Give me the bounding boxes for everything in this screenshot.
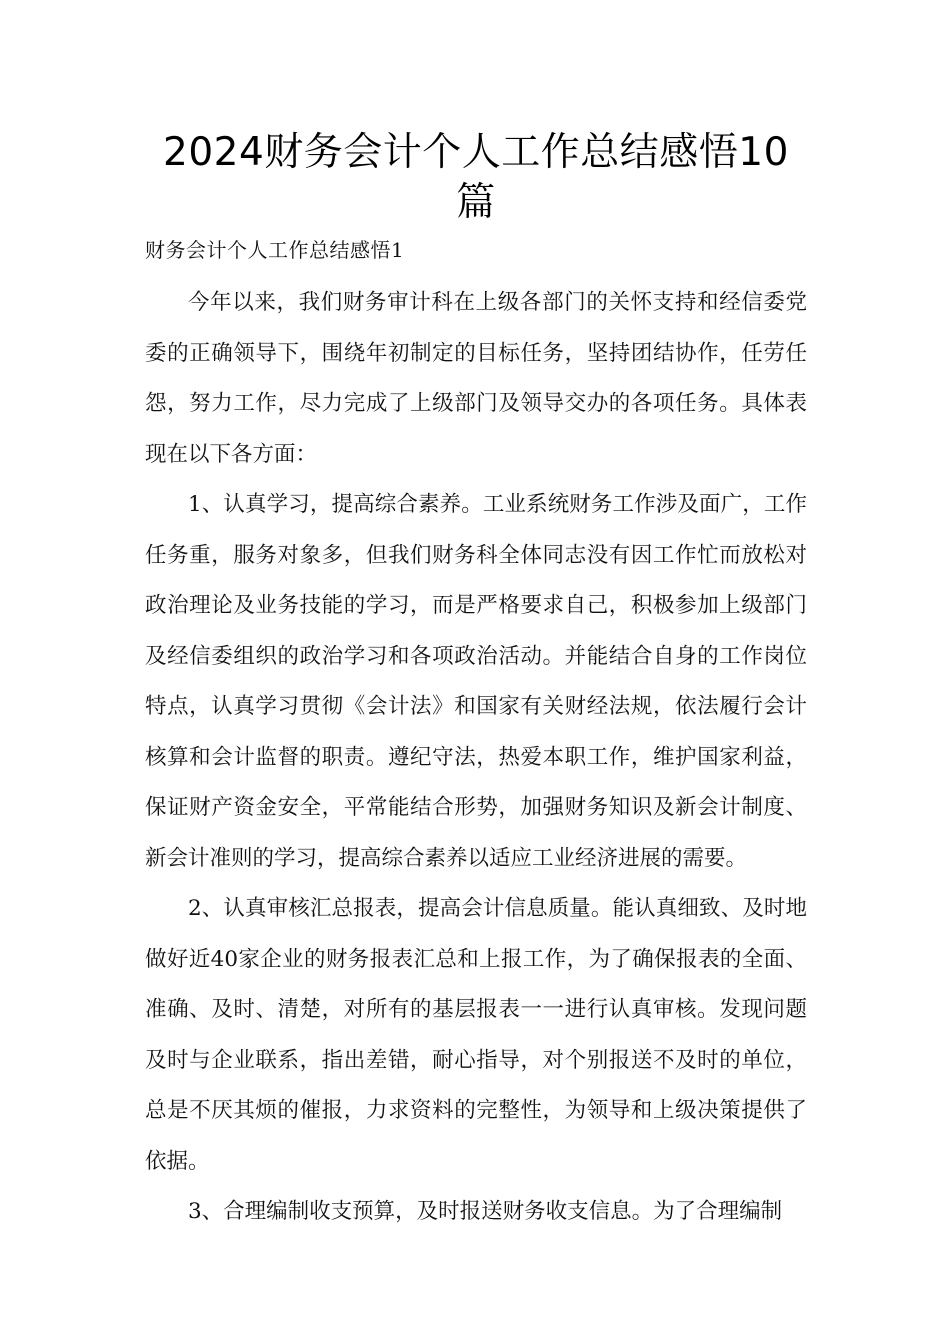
paragraph-item-1: 1、认真学习，提高综合素养。工业系统财务工作涉及面广，工作任务重，服务对象多，但我们财务科全体同志没有因工作忙而放松对政治理论及业务技能的学习，而是严格要求自己，积极参加上级部门及经信委组织的政治学习和各项政治活动。并能结合自身的工作岗位特点，认真学习贯彻《会计法》和国家有关财经法规，依法履行会计核算和会计监督的职责。遵纪守法，热爱本职工作，维护国家利益，保证财产资金安全，平常能结合形势，加强财务知识及新会计制度、新会计准则的学习，提高综合素养以适应工业经济进展的需要。 [145,492,807,871]
document-page [145,128,807,1238]
paragraph-item-3: 3、合理编制收支预算，及时报送财务收支信息。为了合理编制 [188,1199,783,1224]
document-title: 2024财务会计个人工作总结感悟10篇 [163,130,789,225]
paragraph-intro: 今年以来，我们财务审计科在上级各部门的关怀支持和经信委党委的正确领导下，围绕年初制定的目标任务，坚持团结协作，任劳任怨，努力工作，尽力完成了上级部门及领导交办的各项任务。具体表现在以下各方面： [145,290,807,467]
document-body [145,278,807,1238]
paragraph-item-2: 2、认真审核汇总报表，提高会计信息质量。能认真细致、及时地做好近40家企业的财务报表汇总和上报工作，为了确保报表的全面、准确、及时、清楚，对所有的基层报表一一进行认真审核。发现问题及时与企业联系，指出差错，耐心指导，对个别报送不及时的单位，总是不厌其烦的催报，力求资料的完整性，为领导和上级决策提供了依据。 [145,896,807,1174]
section-heading: 财务会计个人工作总结感悟1 [145,238,405,262]
